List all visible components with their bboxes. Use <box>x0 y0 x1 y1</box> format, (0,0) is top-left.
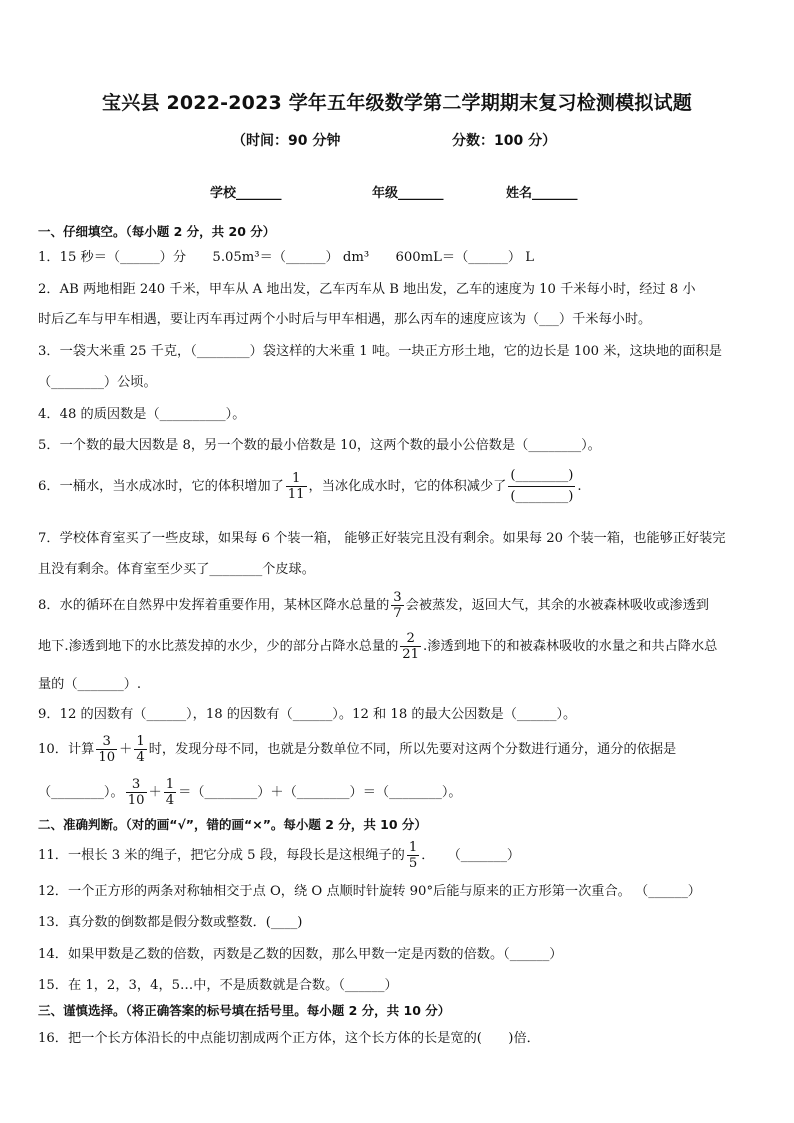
question-15: 15．在 1，2，3，4，5…中，不是质数就是合数。（______） <box>38 978 398 993</box>
section-heading-3: 三、谨慎选择。（将正确答案的标号填在括号里。每小题 2 分，共 10 分） <box>38 1003 451 1018</box>
fraction: $\frac{1}{4}$ <box>136 734 145 765</box>
school-field: 学校_______ <box>210 186 282 201</box>
question-2-line-1: 2．AB 两地相距 240 千米，甲车从 A 地出发，乙车丙车从 B 地出发，乙车的速度为 10 千米每小时，经过 8 小 <box>38 282 696 297</box>
question-6-text: 6．一桶水，当水成冰时，它的体积增加了 <box>38 479 284 494</box>
question-5: 5．一个数的最大因数是 8，另一个数的最小倍数是 10，这两个数的最小公倍数是（________）。 <box>38 438 601 453</box>
question-12: 12．一个正方形的两条对称轴相交于点 O，绕 O 点顺时针旋转 90°后能与原来的正方形第一次重合。 （______） <box>38 884 701 899</box>
grade-field: 年级_______ <box>372 186 444 201</box>
exam-score: 分数：100 分） <box>452 133 557 149</box>
question-2-line-2: 时后乙车与甲车相遇，要让丙车再过两个小时后与甲车相遇，那么丙车的速度应该为（___）千米每小时。 <box>38 312 652 327</box>
question-9: 9．12 的因数有（______），18 的因数有（______）。12 和 18 的最大公因数是（______）。 <box>38 707 577 722</box>
question-10-line-2: （________）。 $\frac{3}{10}$ ＋ $\frac{1}{4}$ ＝（________）＋（________）＝（________）。 <box>38 777 462 808</box>
answer-fraction-blank: $\frac{(\_\_\_\_\_\_\_\_)}{(\_\_\_\_\_\_\_\_)}$ <box>510 468 574 504</box>
question-8-line-2: 地下.渗透到地下的水比蒸发掉的水少，少的部分占降水总量的 $\frac{2}{21}$ .渗透到地下的和被森林吸收的水量之和共占降水总 <box>38 631 718 662</box>
page-title: 宝兴县 2022-2023 学年五年级数学第二学期期末复习检测模拟试题 <box>102 92 692 114</box>
question-10-line-1: 10．计算 $\frac{3}{10}$ ＋ $\frac{1}{4}$ 时，发现分母不同，也就是分数单位不同，所以先要对这两个分数进行通分，通分的依据是 <box>38 734 677 765</box>
question-13: 13．真分数的倒数都是假分数或整数．(____) <box>38 915 303 930</box>
name-field: 姓名_______ <box>506 186 578 201</box>
section-heading-1: 一、仔细填空。（每小题 2 分，共 20 分） <box>38 224 276 239</box>
fraction: $\frac{1}{4}$ <box>165 777 175 808</box>
question-14: 14．如果甲数是乙数的倍数，丙数是乙数的因数，那么甲数一定是丙数的倍数。（______） <box>38 947 563 962</box>
fraction: $\frac{3}{10}$ <box>127 777 145 808</box>
question-7-line-2: 且没有剩余。体育室至少买了________个皮球。 <box>38 562 315 577</box>
question-3-line-2: （________）公顷。 <box>38 375 157 390</box>
question-6: 6．一桶水，当水成冰时，它的体积增加了 $\frac{1}{11}$ ，当冰化成水时，它的体积减少了 $\frac{(\_\_\_\_\_\_\_\_)}{(\_\_\_\_\_\_\_\_)}$ . <box>38 466 763 507</box>
fraction: $\frac{3}{10}$ <box>98 734 116 765</box>
section-heading-2: 二、准确判断。（对的画“√”，错的画“×”。每小题 2 分，共 10 分） <box>38 817 427 832</box>
question-8-line-1: 8．水的循环在自然界中发挥着重要作用，某林区降水总量的 $\frac{3}{7}$ 会被蒸发，返回大气，其余的水被森林吸收或渗透到 <box>38 590 709 621</box>
fraction: $\frac{3}{7}$ <box>393 590 402 621</box>
question-3-line-1: 3．一袋大米重 25 千克，（________）袋这样的大米重 1 吨。一块正方形土地，它的边长是 100 米，这块地的面积是 <box>38 344 722 359</box>
question-11: 11．一根长 3 米的绳子，把它分成 5 段，每段长是这根绳子的 $\frac{1}{5}$ ． （_______） <box>38 840 521 871</box>
question-16: 16．把一个长方体沿长的中点能切割成两个正方体，这个长方体的长是宽的( )倍． <box>38 1031 540 1046</box>
question-1: 1．15 秒＝（______）分 5.05m³＝（______） dm³ 600mL＝（______） L <box>38 250 535 265</box>
question-4: 4．48 的质因数是（__________）。 <box>38 407 246 422</box>
question-6-text-mid: ，当冰化成水时，它的体积减少了 <box>308 479 507 494</box>
question-8-line-3: 量的（_______）. <box>38 677 142 692</box>
fraction: $\frac{2}{21}$ <box>402 631 420 662</box>
question-7-line-1: 7．学校体育室买了一些皮球，如果每 6 个装一箱， 能够正好装完且没有剩余。如果每 20 个装一箱，也能够正好装完 <box>38 531 726 546</box>
fraction: $\frac{1}{5}$ <box>408 840 418 871</box>
exam-time: （时间：90 分钟 <box>232 133 341 149</box>
fraction: $\frac{1}{11}$ <box>287 471 305 502</box>
